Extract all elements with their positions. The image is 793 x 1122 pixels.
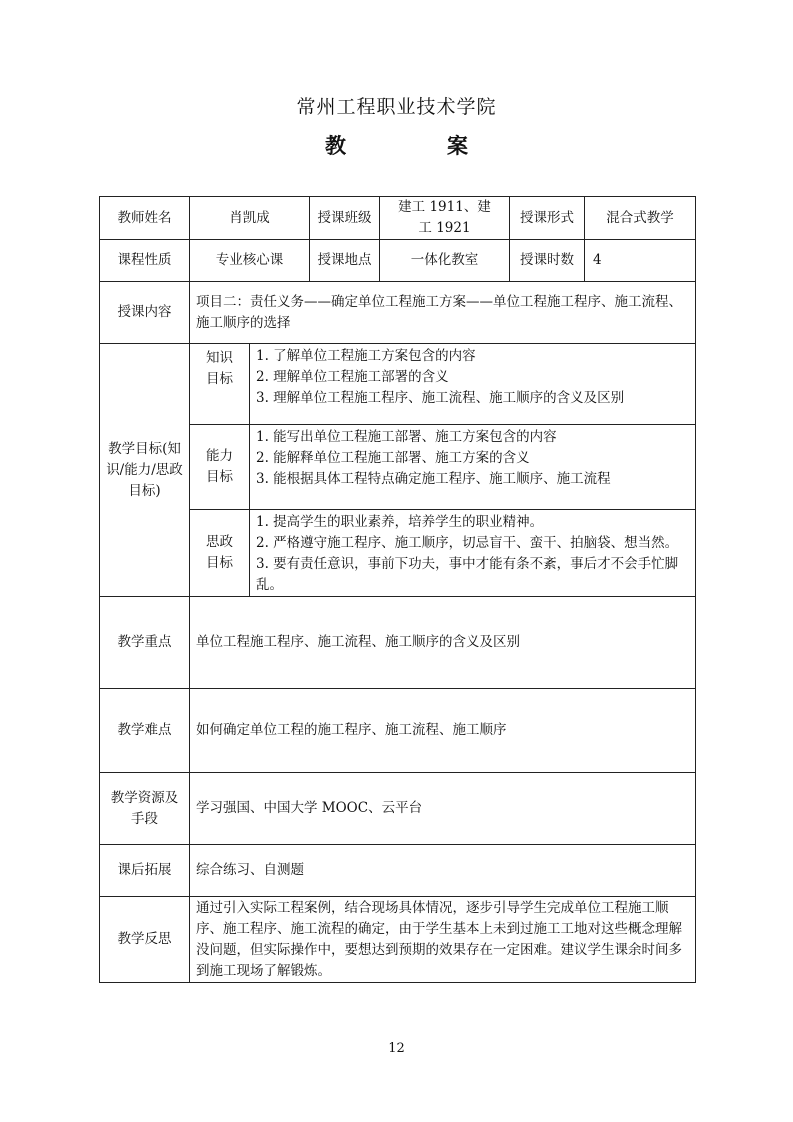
ideology-items — [250, 510, 696, 597]
info-row-2 — [100, 240, 696, 282]
ability-items — [250, 425, 696, 510]
objective-knowledge-row — [100, 344, 696, 425]
content-text: 项目二：责任义务——确定单位工程施工方案——单位工程施工程序、施工流程、施工顺序的选择 — [190, 282, 696, 344]
resources-text: 学习强国、中国大学 MOOC、云平台 — [190, 773, 696, 845]
resources-label-text: 教学资源及手段 — [110, 789, 179, 827]
knowledge-item: 2. 理解单位工程施工部署的含义 — [256, 369, 449, 385]
key-points-label: 教学重点 — [100, 597, 190, 689]
location-value: 一体化教室 — [380, 240, 510, 282]
ability-item: 3. 能根据具体工程特点确定施工程序、施工顺序、施工流程 — [256, 471, 611, 487]
hours-label: 授课时数 — [510, 240, 585, 282]
teacher-value: 肖凯成 — [190, 197, 310, 240]
ideology-label-text: 思政目标 — [206, 534, 233, 571]
document-title: 教 案 — [325, 133, 508, 158]
ideology-item: 2. 严格遵守施工程序、施工顺序，切忌盲干、蛮干、拍脑袋、想当然。 — [256, 535, 679, 551]
knowledge-items — [250, 344, 696, 425]
form-value: 混合式教学 — [585, 197, 696, 240]
extension-text: 综合练习、自测题 — [190, 845, 696, 897]
objectives-label — [100, 344, 190, 597]
objective-ideology-row — [100, 510, 696, 597]
nature-value: 专业核心课 — [190, 240, 310, 282]
hours-value: 4 — [585, 240, 696, 282]
content-label: 授课内容 — [100, 282, 190, 344]
ideology-item: 3. 要有责任意识，事前下功夫，事中才能有条不紊，事后才不会手忙脚乱。 — [256, 556, 679, 593]
extension-row — [100, 845, 696, 897]
ideology-item: 1. 提高学生的职业素养，培养学生的职业精神。 — [256, 514, 544, 530]
difficulties-label: 教学难点 — [100, 689, 190, 773]
school-name: 常州工程职业技术学院 — [296, 96, 497, 118]
teacher-label: 教师姓名 — [100, 197, 190, 240]
class-label: 授课班级 — [310, 197, 380, 240]
extension-label: 课后拓展 — [100, 845, 190, 897]
knowledge-label-text: 知识目标 — [206, 350, 233, 387]
form-label: 授课形式 — [510, 197, 585, 240]
difficulties-text: 如何确定单位工程的施工程序、施工流程、施工顺序 — [190, 689, 696, 773]
page-number: 12 — [388, 1041, 405, 1056]
resources-row — [100, 773, 696, 845]
content-row — [100, 282, 696, 344]
ability-label-text: 能力目标 — [206, 448, 233, 485]
knowledge-item: 1. 了解单位工程施工方案包含的内容 — [256, 348, 476, 364]
class-value: 建工 1911、建工 1921 — [380, 197, 510, 240]
objective-ability-row — [100, 425, 696, 510]
knowledge-label — [190, 344, 250, 425]
objectives-label-text: 教学目标(知识/能力/思政目标) — [106, 440, 183, 499]
info-row-1 — [100, 197, 696, 240]
ideology-label — [190, 510, 250, 597]
difficulties-row — [100, 689, 696, 773]
ability-item: 2. 能解释单位工程施工部署、施工方案的含义 — [256, 450, 530, 466]
nature-label: 课程性质 — [100, 240, 190, 282]
resources-label — [100, 773, 190, 845]
ability-item: 1. 能写出单位工程施工部署、施工方案包含的内容 — [256, 429, 557, 445]
reflection-label: 教学反思 — [100, 897, 190, 983]
ability-label — [190, 425, 250, 510]
knowledge-item: 3. 理解单位工程施工程序、施工流程、施工顺序的含义及区别 — [256, 390, 625, 406]
lesson-plan-table — [99, 196, 696, 983]
reflection-row — [100, 897, 696, 983]
location-label: 授课地点 — [310, 240, 380, 282]
reflection-text: 通过引入实际工程案例，结合现场具体情况，逐步引导学生完成单位工程施工顺序、施工程序、施工流程的确定，由于学生基本上未到过施工工地对这些概念理解没问题，但实际操作中，要想达到预期的效果存在一定困难。建议学生课余时间多到施工现场了解锻炼。 — [190, 897, 696, 983]
key-points-text: 单位工程施工程序、施工流程、施工顺序的含义及区别 — [190, 597, 696, 689]
key-points-row — [100, 597, 696, 689]
